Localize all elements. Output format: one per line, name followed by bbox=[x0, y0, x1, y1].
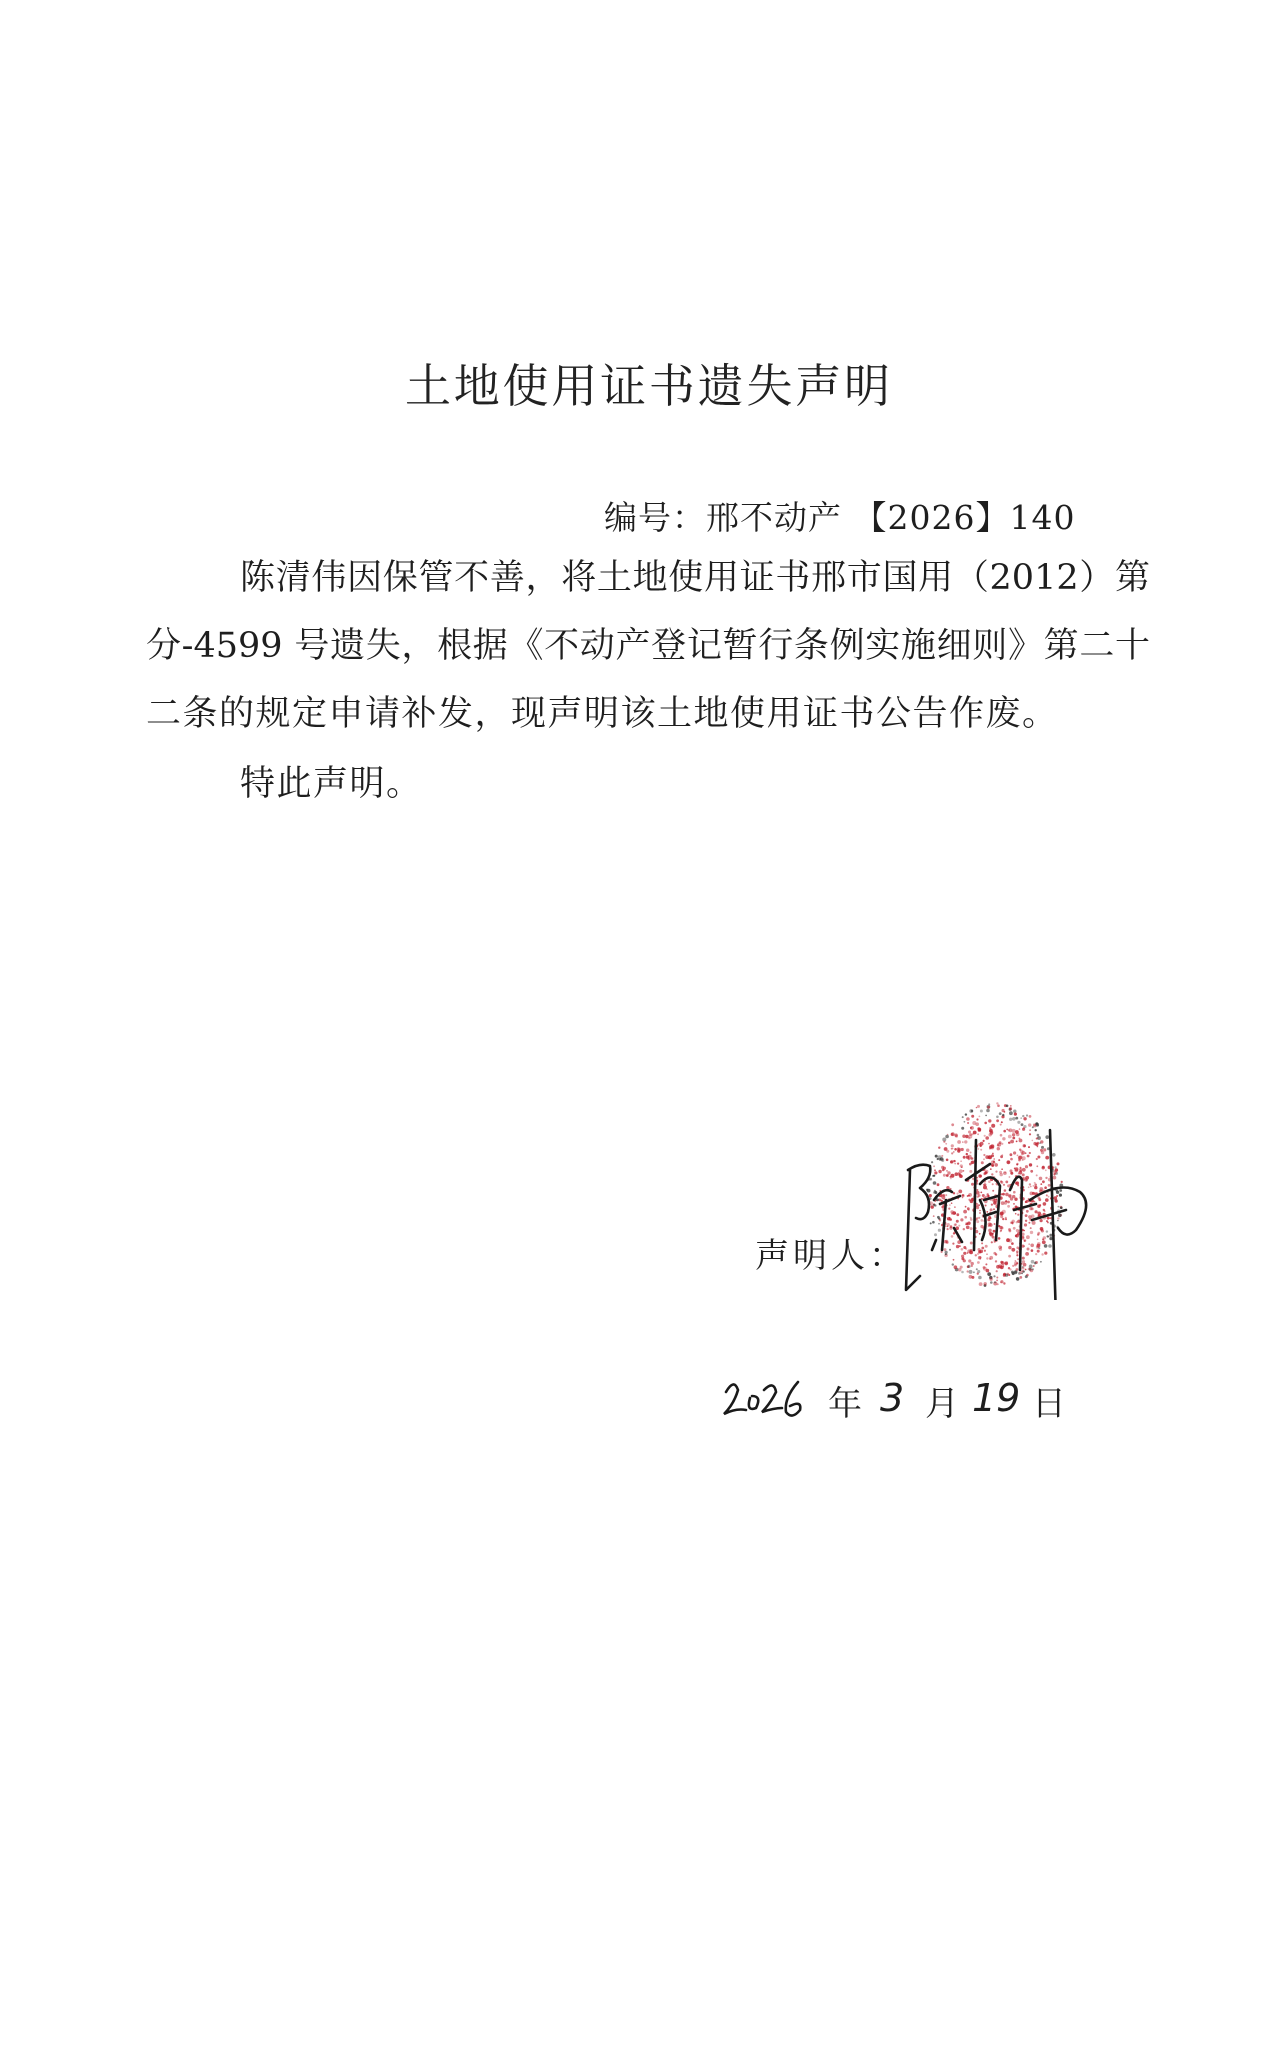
document-title: 土地使用证书遗失声明 bbox=[405, 359, 890, 413]
date-day-unit: 日 bbox=[1032, 1384, 1066, 1424]
date-year-unit: 年 bbox=[828, 1384, 862, 1424]
signature-with-fingerprint bbox=[880, 1100, 1110, 1300]
signing-date bbox=[720, 1360, 1080, 1440]
date-day: 19 bbox=[972, 1376, 1021, 1420]
body-line: 陈清伟因保管不善，将土地使用证书邢市国用（2012）第 bbox=[240, 558, 1150, 598]
closing-line: 特此声明。 bbox=[240, 764, 423, 804]
fingerprint-icon bbox=[926, 1102, 1063, 1287]
body-line: 二条的规定申请补发，现声明该土地使用证书公告作废。 bbox=[146, 694, 1059, 734]
body-line: 分-4599 号遗失，根据《不动产登记暂行条例实施细则》第二十 bbox=[146, 626, 1150, 666]
document-number: 编号：邢不动产 【2026】140 bbox=[604, 498, 1076, 537]
date-month-unit: 月 bbox=[925, 1384, 959, 1424]
date-month: 3 bbox=[880, 1376, 905, 1420]
handwritten-year bbox=[720, 1368, 815, 1428]
declarant-label: 声明人： bbox=[755, 1236, 907, 1276]
